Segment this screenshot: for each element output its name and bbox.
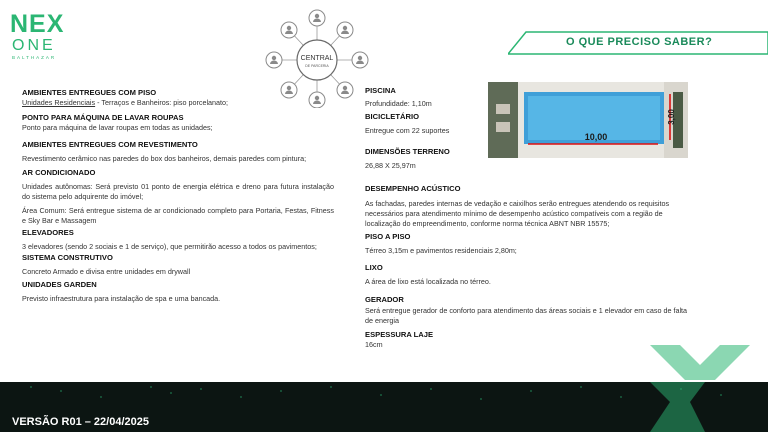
heading-coating: AMBIENTES ENTREGUES COM REVESTIMENTO	[22, 140, 198, 149]
text-air-conditioning-common: Área Comum: Será entregue sistema de ar condicionado completo para Portaria, Festas, Fitness e Sky Bar e Massagem	[22, 206, 334, 225]
text-construction-system: Concreto Armado e divisa entre unidades em drywall	[22, 267, 191, 276]
text-land-dimensions: 26,88 X 25,97m	[365, 161, 416, 170]
text-elevators: 3 elevadores (sendo 2 sociais e 1 de serviço), que permitirão acesso a todos os pavimentos;	[22, 242, 317, 251]
text-trash: A área de lixo está localizada no térreo.	[365, 277, 491, 286]
heading-garden-units: UNIDADES GARDEN	[22, 280, 97, 289]
text-air-conditioning: Unidades autônomas: Será previsto 01 ponto de energia elétrica e dreno para futura instalação do sistema pelo adquirente do imóvel;	[22, 182, 334, 201]
text-pool: Profundidade: 1,10m	[365, 99, 432, 108]
heading-land-dimensions: DIMENSÕES TERRENO	[365, 147, 450, 156]
heading-trash: LIXO	[365, 263, 383, 272]
text-generator: Será entregue gerador de conforto para atendimento das áreas sociais e 1 elevador em caso de falta de energia	[365, 306, 688, 325]
heading-pool: PISCINA	[365, 86, 396, 95]
text-acoustic: As fachadas, paredes internas de vedação e caixilhos serão entregues atendendo os requisitos necessários para atendimento mínimo de desempenho acústico compatíveis com a região de localização do empreendimento, conforme norma técnica ABNT NBR 15575;	[365, 199, 670, 228]
logo-one: ONE	[12, 37, 56, 54]
heading-floor: AMBIENTES ENTREGUES COM PISO	[22, 88, 157, 97]
text-slab-thickness: 16cm	[365, 340, 383, 349]
residential-units-link: Unidades Residenciais	[22, 98, 96, 107]
text-floor-height: Térreo 3,15m e pavimentos residenciais 2,80m;	[365, 246, 517, 255]
heading-slab-thickness: ESPESSURA LAJE	[365, 330, 434, 339]
left-column	[22, 88, 334, 304]
text-garden-units: Previsto infraestrutura para instalação de spa e uma bancada.	[22, 294, 221, 303]
heading-bike-rack: BICICLETÁRIO	[365, 112, 419, 121]
heading-elevators: ELEVADORES	[22, 228, 74, 237]
text-bike-rack: Entregue com 22 suportes	[365, 126, 450, 135]
logo-nex: NEX	[10, 10, 65, 38]
section-banner	[508, 31, 768, 55]
heading-construction-system: SISTEMA CONSTRUTIVO	[22, 253, 113, 262]
central-sublabel: DE PARCERIA	[305, 64, 329, 68]
text-floor	[22, 98, 334, 108]
heading-floor-height: PISO A PISO	[365, 232, 411, 241]
heading-air-conditioning: AR CONDICIONADO	[22, 168, 96, 177]
pool-height-label: 3,00	[667, 109, 676, 125]
heading-generator: GERADOR	[365, 295, 404, 304]
heading-acoustic: DESEMPENHO ACÚSTICO	[365, 184, 461, 193]
logo-sub: BALTHAZAR	[12, 55, 57, 60]
banner-title: O QUE PRECISO SABER?	[566, 36, 713, 48]
central-label: CENTRAL	[300, 55, 334, 62]
brand-logo	[10, 12, 80, 72]
text-washing-machine: Ponto para máquina de lavar roupas em todas as unidades;	[22, 123, 213, 132]
text-floor-rest: - Terraços e Banheiros: piso porcelanato;	[97, 98, 229, 107]
footer	[0, 382, 768, 432]
pool-width-label: 10,00	[584, 132, 608, 142]
pool-illustration	[488, 82, 688, 158]
text-coating: Revestimento cerâmico nas paredes do box dos banheiros, demais paredes com pintura;	[22, 154, 307, 163]
version-label: VERSÃO R01 – 22/04/2025	[12, 416, 149, 428]
heading-washing-machine: PONTO PARA MÁQUINA DE LAVAR ROUPAS	[22, 113, 184, 122]
